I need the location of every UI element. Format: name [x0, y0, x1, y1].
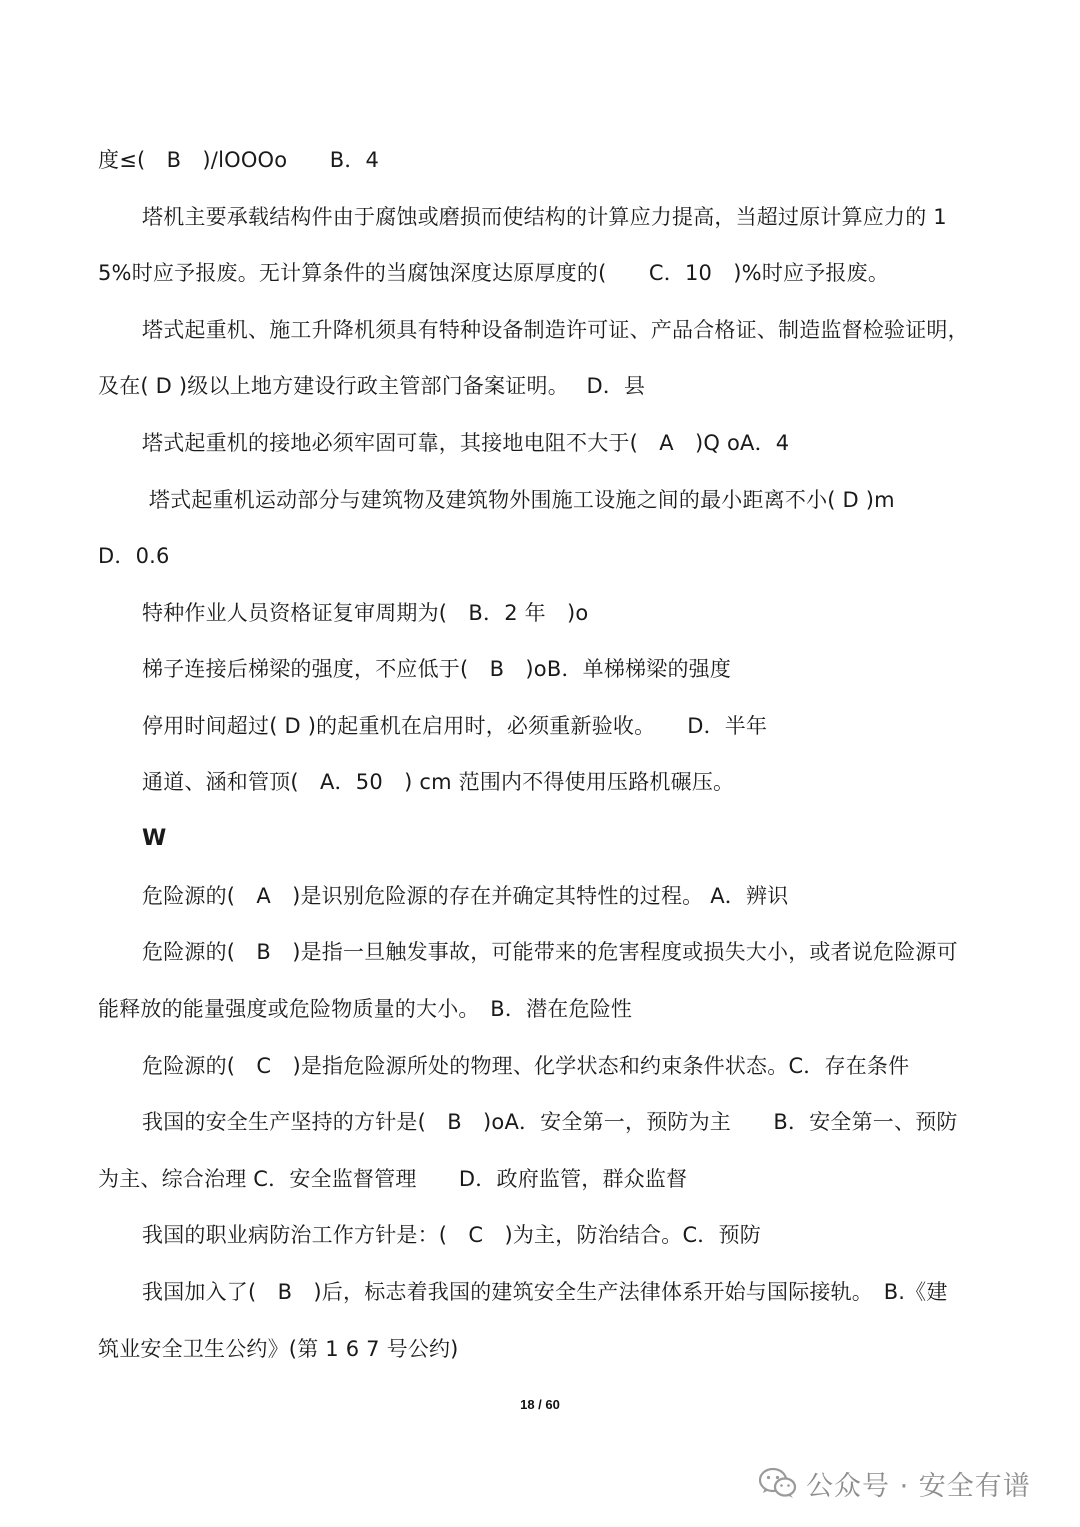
text-line-17: 我国的安全生产坚持的方针是( B )oA．安全第一，预防为主 B．安全第一、预防	[142, 1110, 958, 1134]
text-line-9: 特种作业人员资格证复审周期为( B．2 年 )o	[142, 601, 589, 625]
text-line-16: 危险源的( C )是指危险源所处的物理、化学状态和约束条件状态。C．存在条件	[142, 1054, 910, 1078]
text-line-3: 5%时应予报废。无计算条件的当腐蚀深度达原厚度的( C．10 )%时应予报废。	[98, 261, 890, 285]
watermark-text: 公众号 · 安全有谱	[806, 1470, 1031, 1502]
text-line-13: 危险源的( A )是识别危险源的存在并确定其特性的过程。 A．辨识	[142, 884, 789, 908]
text-line-2: 塔机主要承载结构件由于腐蚀或磨损而使结构的计算应力提高，当超过原计算应力的 1	[142, 205, 947, 229]
text-line-15: 能释放的能量强度或危险物质量的大小。 B．潜在危险性	[98, 997, 633, 1021]
text-line-19: 我国的职业病防治工作方针是：( C )为主，防治结合。C．预防	[142, 1223, 761, 1247]
page-number: 18 / 60	[520, 1397, 560, 1412]
text-line-20: 我国加入了( B )后，标志着我国的建筑安全生产法律体系开始与国际接轨。 B.《建	[142, 1280, 948, 1304]
text-line-8: D．0.6	[98, 544, 170, 568]
text-line-21: 筑业安全卫生公约》(第 1 6 7 号公约)	[98, 1337, 459, 1361]
text-line-18: 为主、综合治理 C．安全监督管理 D．政府监管，群众监督	[98, 1167, 688, 1191]
text-line-11: 停用时间超过( D )的起重机在启用时，必须重新验收。 D．半年	[142, 714, 768, 738]
text-line-4: 塔式起重机、施工升降机须具有特种设备制造许可证、产品合格证、制造监督检验证明，	[142, 318, 969, 342]
text-line-7: 塔式起重机运动部分与建筑物及建筑物外围施工设施之间的最小距离不小( D )m	[142, 488, 895, 512]
text-line-12: 通道、涵和管顶( A．50 ) cm 范围内不得使用压路机碾压。	[142, 770, 735, 794]
text-line-14: 危险源的( B )是指一旦触发事故，可能带来的危害程度或损失大小，或者说危险源可	[142, 940, 958, 964]
text-line-1: 度≤( B )/lOOOo B．4	[98, 148, 380, 172]
text-line-6: 塔式起重机的接地必须牢固可靠，其接地电阻不大于( A )Q oA．4	[142, 431, 790, 455]
section-heading: W	[142, 826, 167, 851]
text-line-5: 及在( D )级以上地方建设行政主管部门备案证明。 D．县	[98, 374, 646, 398]
text-line-10: 梯子连接后梯梁的强度，不应低于( B )oB．单梯梯梁的强度	[142, 657, 732, 681]
wechat-icon	[758, 1467, 798, 1499]
watermark	[758, 1463, 1031, 1503]
